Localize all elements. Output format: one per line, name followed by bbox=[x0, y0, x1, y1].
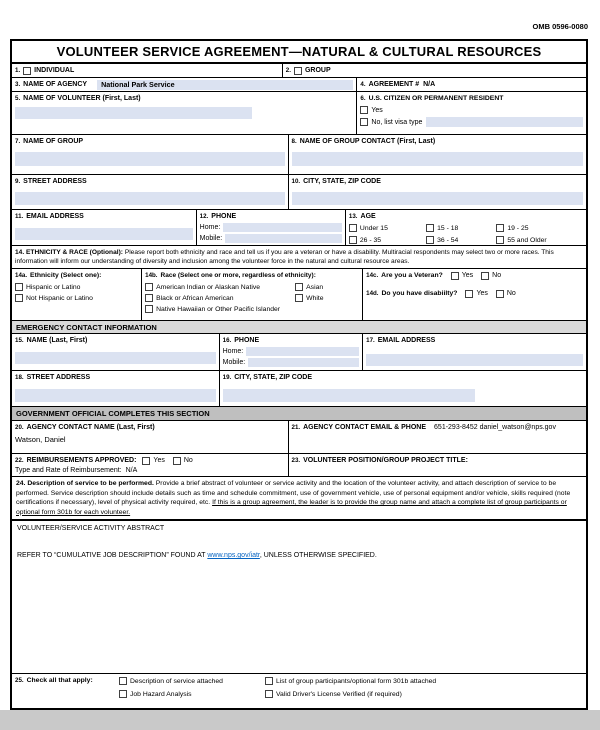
reimbursement-type-value: N/A bbox=[125, 467, 138, 474]
option-label: Black or African American bbox=[156, 294, 234, 302]
attachment-options bbox=[119, 677, 436, 698]
field-12-phone bbox=[196, 210, 345, 245]
field-2-group bbox=[282, 64, 586, 77]
field-label: AGENCY CONTACT NAME (Last, First) bbox=[26, 424, 155, 431]
emergency-street-address-input[interactable] bbox=[15, 389, 216, 402]
field-number: 14c. bbox=[366, 272, 379, 279]
field-number: 20. bbox=[15, 424, 24, 431]
option-label: 26 - 35 bbox=[359, 236, 382, 244]
race-options bbox=[145, 283, 359, 313]
refer-line bbox=[17, 552, 581, 559]
asian-checkbox[interactable] bbox=[295, 283, 303, 291]
row-7-8 bbox=[12, 134, 586, 174]
race-option bbox=[295, 283, 359, 291]
refer-pre: REFER TO “CUMULATIVE JOB DESCRIPTION” FOUND AT bbox=[17, 552, 208, 560]
option-label: Job Hazard Analysis bbox=[130, 690, 192, 698]
option-label: 19 - 25 bbox=[507, 224, 529, 232]
hispanic-checkbox[interactable] bbox=[15, 283, 23, 291]
phone-mobile-label: Mobile: bbox=[222, 359, 246, 366]
form-title: VOLUNTEER SERVICE AGREEMENT—NATURAL & CULTURAL RESOURCES bbox=[56, 44, 542, 59]
visa-type-input[interactable] bbox=[426, 117, 583, 127]
option-label: Yes bbox=[476, 290, 488, 297]
field-4-agreement-number bbox=[356, 78, 586, 91]
ethnicity-option bbox=[15, 283, 138, 291]
field-6-citizen bbox=[356, 92, 586, 134]
row-9-10 bbox=[12, 174, 586, 209]
row-20-21 bbox=[12, 420, 586, 453]
age-option bbox=[496, 224, 583, 232]
field-label: Are you a Veteran? bbox=[381, 272, 443, 279]
field-8-group-contact bbox=[288, 135, 586, 174]
phone-mobile-line bbox=[200, 234, 342, 243]
row-15-16-17 bbox=[12, 333, 586, 370]
individual-checkbox[interactable] bbox=[23, 67, 31, 75]
field-24-description bbox=[12, 477, 586, 673]
field-9-street-address bbox=[12, 175, 288, 209]
field-label: EMAIL ADDRESS bbox=[377, 337, 436, 344]
veteran-yes-checkbox[interactable] bbox=[451, 272, 459, 280]
field-label: CITY, STATE, ZIP CODE bbox=[303, 178, 381, 185]
field-number: 24. bbox=[16, 480, 26, 487]
disability-line bbox=[366, 289, 583, 298]
group-name-input[interactable] bbox=[15, 152, 285, 166]
age-under-15-checkbox[interactable] bbox=[349, 224, 357, 232]
field-11-email bbox=[12, 210, 196, 245]
agency-name-value: National Park Service bbox=[101, 80, 175, 89]
field-number: 5. bbox=[15, 95, 21, 102]
drivers-license-checkbox[interactable] bbox=[265, 690, 273, 698]
field-13-age bbox=[345, 210, 586, 245]
field-label: U.S. CITIZEN OR PERMANENT RESIDENT bbox=[368, 95, 504, 102]
field-label: INDIVIDUAL bbox=[34, 67, 75, 74]
option-label: Asian bbox=[306, 283, 324, 291]
field-number: 25. bbox=[15, 677, 24, 684]
emergency-phone-home-input[interactable] bbox=[246, 347, 359, 356]
field-14c-14d bbox=[362, 269, 586, 320]
field-14b-race bbox=[141, 269, 362, 320]
row-5-6 bbox=[12, 91, 586, 134]
option-label: No bbox=[492, 272, 502, 279]
field-10-city-state-zip bbox=[288, 175, 586, 209]
option-label: No bbox=[506, 290, 516, 297]
field-number: 14a. bbox=[15, 272, 28, 279]
option-label: No bbox=[183, 457, 193, 464]
description-lead: Description of service to be performed. bbox=[27, 480, 154, 487]
field-label: GROUP bbox=[304, 67, 331, 74]
job-hazard-checkbox[interactable] bbox=[119, 690, 127, 698]
reimbursement-type-line bbox=[15, 467, 285, 474]
row-1-2 bbox=[12, 63, 586, 77]
field-15-emergency-name bbox=[12, 334, 219, 370]
not-hispanic-checkbox[interactable] bbox=[15, 294, 23, 302]
emergency-section-header: EMERGENCY CONTACT INFORMATION bbox=[12, 320, 586, 333]
disability-yes-checkbox[interactable] bbox=[465, 290, 473, 298]
disability-no-checkbox[interactable] bbox=[496, 290, 504, 298]
field-label: ETHNICITY & RACE (Optional): bbox=[26, 249, 123, 256]
field-label: STREET ADDRESS bbox=[26, 374, 91, 381]
field-5-volunteer-name bbox=[12, 92, 356, 134]
veteran-no-option bbox=[481, 272, 501, 280]
field-label: STREET ADDRESS bbox=[23, 178, 87, 185]
race-option bbox=[145, 305, 359, 313]
field-number: 12. bbox=[199, 213, 209, 220]
option-label: 15 - 18 bbox=[437, 224, 459, 232]
citizen-yes-checkbox[interactable] bbox=[360, 106, 368, 114]
description-attached-checkbox[interactable] bbox=[119, 677, 127, 685]
attachment-option bbox=[265, 677, 436, 685]
field-number: 7. bbox=[15, 138, 21, 145]
native-hawaiian-checkbox[interactable] bbox=[145, 305, 153, 313]
field-3-agency-name bbox=[12, 78, 356, 91]
field-label: REIMBURSEMENTS APPROVED: bbox=[26, 457, 137, 464]
field-number: 17. bbox=[366, 337, 375, 344]
phone-home-label: Home: bbox=[222, 348, 244, 355]
street-address-input[interactable] bbox=[15, 192, 285, 205]
field-number: 18. bbox=[15, 374, 24, 381]
age-36-54-checkbox[interactable] bbox=[426, 236, 434, 244]
row-11-12-13 bbox=[12, 209, 586, 245]
row-3-4 bbox=[12, 77, 586, 91]
emergency-email-input[interactable] bbox=[366, 354, 583, 366]
citizen-no-checkbox[interactable] bbox=[360, 118, 368, 126]
emergency-phone-mobile-line bbox=[223, 358, 360, 367]
field-label: AGREEMENT # bbox=[368, 81, 420, 88]
option-label: American Indian or Alaskan Native bbox=[156, 283, 261, 291]
field-label: NAME OF GROUP CONTACT (First, Last) bbox=[299, 138, 436, 145]
veteran-no-checkbox[interactable] bbox=[481, 272, 489, 280]
age-15-18-checkbox[interactable] bbox=[426, 224, 434, 232]
option-label: Not Hispanic or Latino bbox=[26, 294, 93, 302]
option-label: White bbox=[306, 294, 324, 302]
field-label: AGE bbox=[360, 213, 376, 220]
age-26-35-checkbox[interactable] bbox=[349, 236, 357, 244]
reimbursement-yes-option bbox=[142, 457, 164, 465]
field-number: 19. bbox=[222, 374, 232, 381]
row-22-23 bbox=[12, 453, 586, 476]
field-number: 14b. bbox=[145, 272, 158, 279]
field-label: PHONE bbox=[234, 337, 260, 344]
description-text-underlined: If this is a group agreement, the leader is to provide the group name and attach a complete list of group participants or optional form 301b for each volunteer. bbox=[16, 499, 567, 516]
veteran-yes-option bbox=[451, 272, 473, 280]
field-number: 23. bbox=[291, 457, 301, 464]
field-number: 15. bbox=[15, 337, 24, 344]
age-option bbox=[349, 224, 426, 232]
phone-home-input[interactable] bbox=[223, 223, 342, 232]
description-text: Provide a brief abstract of volunteer or service activity and the location of the volunteer activity, and attach description of service to be performed. Service description should include details such as time and schedule commitment, use of government vehicle, use of personal equipment and/or vehicle, skills required (note certifications if necessary), level of physical activity required, etc. bbox=[16, 480, 571, 507]
field-label: VOLUNTEER POSITION/GROUP PROJECT TITLE: bbox=[303, 457, 468, 464]
volunteer-agreement-form bbox=[10, 39, 588, 710]
field-number: 2. bbox=[285, 67, 291, 74]
black-checkbox[interactable] bbox=[145, 294, 153, 302]
row-24 bbox=[12, 476, 586, 673]
race-option bbox=[145, 294, 295, 302]
field-number: 13. bbox=[348, 213, 358, 220]
disability-yes-option bbox=[465, 290, 487, 298]
field-number: 4. bbox=[360, 81, 366, 88]
field-7-group-name bbox=[12, 135, 288, 174]
race-option bbox=[295, 294, 359, 302]
age-option bbox=[426, 224, 496, 232]
field-label: EMAIL ADDRESS bbox=[26, 213, 84, 220]
age-55-older-checkbox[interactable] bbox=[496, 236, 504, 244]
group-checkbox[interactable] bbox=[294, 67, 302, 75]
ethnicity-option bbox=[15, 294, 138, 302]
field-16-emergency-phone bbox=[219, 334, 363, 370]
field-number: 16. bbox=[222, 337, 232, 344]
abstract-label: VOLUNTEER/SERVICE ACTIVITY ABSTRACT bbox=[17, 525, 165, 533]
option-label: Yes bbox=[153, 457, 165, 464]
nps-iatr-link[interactable]: www.nps.gov/iatr bbox=[207, 552, 260, 560]
agency-contact-email-value: 651-293-8452 daniel_watson@nps.gov bbox=[434, 424, 556, 431]
field-22-reimbursements bbox=[12, 454, 288, 476]
emergency-phone-mobile-input[interactable] bbox=[248, 358, 359, 367]
field-23-position-title bbox=[288, 454, 586, 476]
volunteer-name-input[interactable] bbox=[15, 107, 252, 119]
race-option bbox=[145, 283, 295, 291]
option-label: Yes bbox=[371, 106, 383, 114]
field-17-emergency-email bbox=[362, 334, 586, 370]
participants-list-checkbox[interactable] bbox=[265, 677, 273, 685]
agreement-number-value: N/A bbox=[423, 81, 436, 88]
ethnicity-race-paragraph bbox=[15, 248, 583, 266]
row-18-19 bbox=[12, 370, 586, 406]
row-14a-14b-14c bbox=[12, 268, 586, 320]
reimbursement-type-label: Type and Rate of Reimbursement: bbox=[15, 467, 122, 474]
field-number: 22. bbox=[15, 457, 24, 464]
field-14a-ethnicity bbox=[12, 269, 141, 320]
option-label: List of group participants/optional form 301b attached bbox=[276, 677, 437, 685]
field-label: PHONE bbox=[211, 213, 237, 220]
option-label: Description of service attached bbox=[130, 677, 223, 685]
field-label: NAME (Last, First) bbox=[26, 337, 88, 344]
white-checkbox[interactable] bbox=[295, 294, 303, 302]
field-14-ethnicity-race-note bbox=[12, 246, 586, 268]
field-label: CITY, STATE, ZIP CODE bbox=[234, 374, 313, 381]
email-address-input[interactable] bbox=[15, 228, 193, 240]
reimbursement-yes-checkbox[interactable] bbox=[142, 457, 150, 465]
field-number: 14. bbox=[15, 249, 25, 256]
field-21-agency-contact-email bbox=[288, 421, 586, 453]
field-label: Ethnicity (Select one): bbox=[30, 272, 102, 279]
american-indian-checkbox[interactable] bbox=[145, 283, 153, 291]
field-20-agency-contact-name bbox=[12, 421, 288, 453]
field-label: NAME OF VOLUNTEER (First, Last) bbox=[23, 95, 141, 102]
page-bottom-edge bbox=[0, 710, 600, 730]
phone-mobile-label: Mobile: bbox=[199, 235, 223, 242]
phone-home-label: Home: bbox=[199, 224, 221, 231]
citizen-yes-option bbox=[360, 106, 583, 114]
field-label: Race (Select one or more, regardless of ethnicity): bbox=[160, 272, 316, 279]
row-25 bbox=[12, 673, 586, 708]
option-label: Under 15 bbox=[359, 224, 388, 232]
option-label: Native Hawaiian or Other Pacific Islander bbox=[156, 305, 281, 313]
field-label: AGENCY CONTACT EMAIL & PHONE bbox=[303, 424, 427, 431]
field-number: 1. bbox=[15, 67, 21, 74]
age-option bbox=[496, 236, 583, 244]
field-label: Do you have disabiilty? bbox=[381, 290, 458, 297]
option-label: Yes bbox=[461, 272, 474, 279]
agency-contact-name-value: Watson, Daniel bbox=[15, 435, 66, 444]
option-label: No, list visa type bbox=[371, 118, 423, 126]
field-number: 3. bbox=[15, 81, 21, 88]
omb-number: OMB 0596-0080 bbox=[532, 22, 588, 31]
refer-post: , UNLESS OTHERWISE SPECIFIED. bbox=[259, 552, 377, 560]
field-label: NAME OF GROUP bbox=[23, 138, 84, 145]
reimbursement-no-option bbox=[173, 457, 193, 465]
attachment-option bbox=[265, 690, 436, 698]
citizen-no-option bbox=[360, 117, 583, 127]
veteran-line bbox=[366, 271, 583, 280]
emergency-city-state-zip-input[interactable] bbox=[223, 389, 475, 402]
age-options bbox=[349, 224, 583, 244]
option-label: 55 and Older bbox=[507, 236, 547, 244]
option-label: 36 - 54 bbox=[437, 236, 459, 244]
age-option bbox=[349, 236, 426, 244]
field-number: 21. bbox=[291, 424, 301, 431]
field-1-individual bbox=[12, 64, 282, 77]
group-contact-input[interactable] bbox=[292, 152, 583, 166]
field-number: 8. bbox=[291, 138, 297, 145]
option-label: Hispanic or Latino bbox=[26, 283, 81, 291]
field-25-check-all bbox=[12, 674, 586, 708]
row-14 bbox=[12, 245, 586, 268]
emergency-name-input[interactable] bbox=[15, 352, 216, 364]
city-state-zip-input[interactable] bbox=[292, 192, 583, 205]
government-section-header: GOVERNMENT OFFICIAL COMPLETES THIS SECTION bbox=[12, 406, 586, 420]
agency-name-input[interactable] bbox=[97, 80, 353, 90]
field-number: 14d. bbox=[366, 290, 379, 297]
field-number: 11. bbox=[15, 213, 24, 220]
field-number: 9. bbox=[15, 178, 21, 185]
abstract-area[interactable] bbox=[12, 521, 586, 673]
description-paragraph bbox=[12, 477, 586, 521]
age-option bbox=[426, 236, 496, 244]
field-18-emergency-street bbox=[12, 371, 219, 406]
reimbursement-no-checkbox[interactable] bbox=[173, 457, 181, 465]
age-19-25-checkbox[interactable] bbox=[496, 224, 504, 232]
phone-mobile-input[interactable] bbox=[225, 234, 342, 243]
attachment-option bbox=[119, 677, 261, 685]
ethnicity-options bbox=[15, 283, 138, 302]
emergency-phone-home-line bbox=[223, 347, 360, 356]
field-number: 10. bbox=[291, 178, 301, 185]
option-label: Valid Driver's License Verified (if required) bbox=[276, 690, 402, 698]
field-number: 6. bbox=[360, 95, 366, 102]
phone-home-line bbox=[200, 223, 342, 232]
title-row bbox=[12, 41, 586, 63]
field-19-emergency-city bbox=[219, 371, 586, 406]
field-label: NAME OF AGENCY bbox=[23, 81, 88, 88]
field-note: Please report both ethnicity and race and tell us if you are a veteran or have a disability. Multiracial respondents may select two or more races. This information will inform our understanding of diversity and inclusion among the volunteer force in the natural and cultural resource areas. bbox=[15, 249, 554, 266]
field-label: Check all that apply: bbox=[26, 677, 93, 684]
attachment-option bbox=[119, 690, 261, 698]
disability-no-option bbox=[496, 290, 516, 298]
check-all-label-line bbox=[15, 676, 119, 685]
